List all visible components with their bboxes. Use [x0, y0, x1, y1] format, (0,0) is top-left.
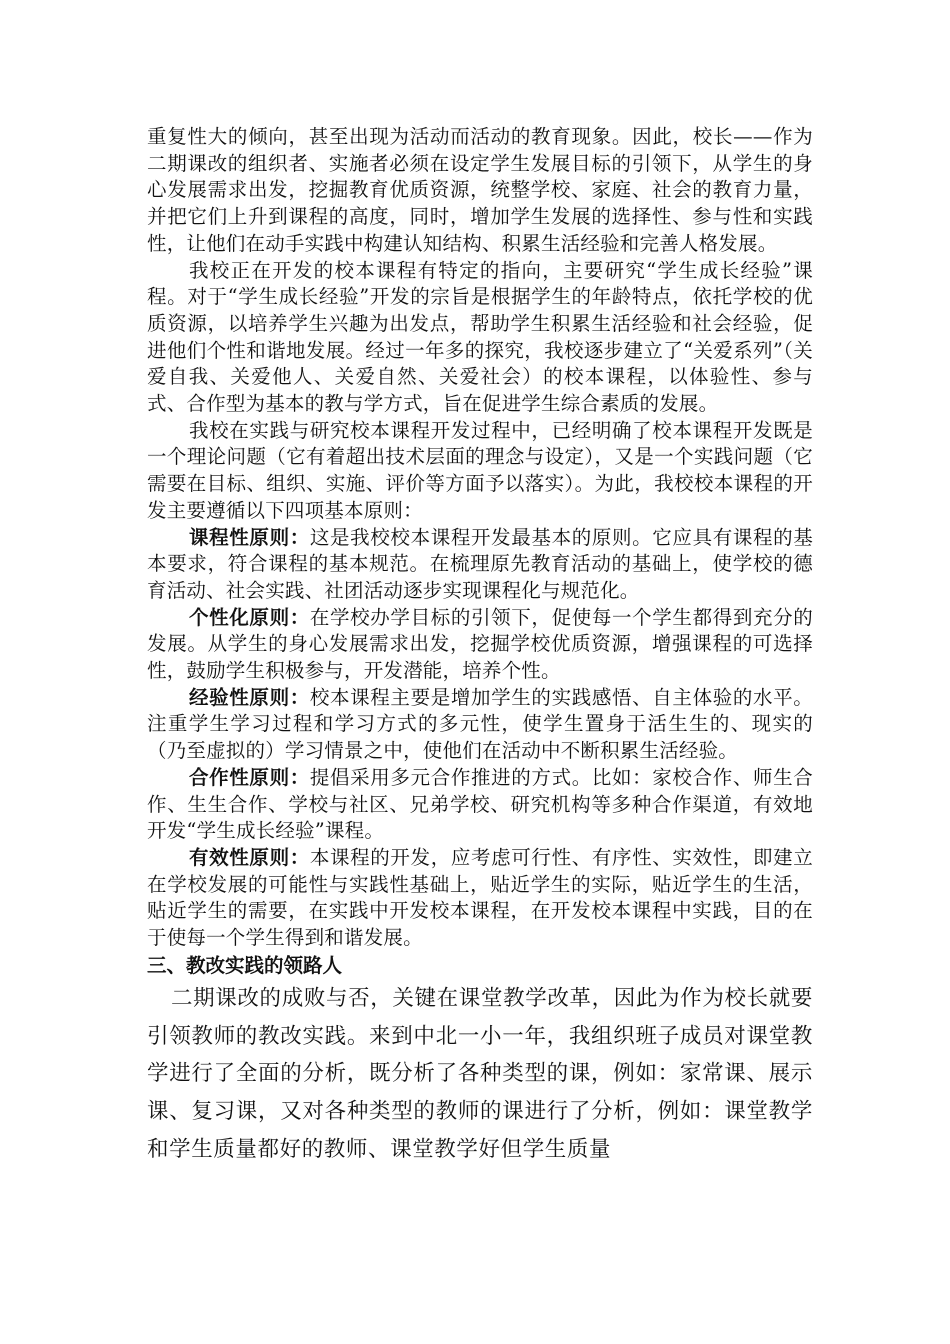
principle-title: 个性化原则：	[189, 605, 310, 629]
principle-text: 这是我校校本课程开发最基本的原则。它应具有课程的基本要求，符合课程的基本规范。在梳理原先教育活动的基础上，使学校的德育活动、社会实践、社团活动逐步实现课程化与规范化。	[147, 525, 813, 602]
paragraph-2: 我校正在开发的校本课程有特定的指向，主要研究“学生成长经验”课程。对于“学生成长经验”开发的宗旨是根据学生的年龄特点，依托学校的优质资源，以培养学生兴趣为出发点，帮助学生积累生活经验和社会经验，促进他们个性和谐地发展。经过一年多的探究，我校逐步建立了“关爱系列”（关爱自我、关爱他人、关爱自然、关爱社会）的校本课程，以体验性、参与式、合作型为基本的教与学方式，旨在促进学生综合素质的发展。	[147, 258, 813, 416]
principle-text: 在学校办学目标的引领下，促使每一个学生都得到充分的发展。从学生的身心发展需求出发，挖掘学校优质资源，增强课程的可选择性，鼓励学生积极参与，开发潜能，培养个性。	[147, 605, 813, 683]
principle-curriculum	[147, 525, 813, 605]
principle-title: 课程性原则：	[189, 525, 310, 549]
paragraph-1: 重复性大的倾向，甚至出现为活动而活动的教育现象。因此，校长——作为二期课改的组织者、实施者必须在设定学生发展目标的引领下，从学生的身心发展需求出发，挖掘教育优质资源，统整学校、家庭、社会的教育力量，并把它们上升到课程的高度，同时，增加学生发展的选择性、参与性和实践性，让他们在动手实践中构建认知结构、积累生活经验和完善人格发展。	[147, 125, 813, 255]
principle-effectiveness	[147, 845, 813, 952]
section-heading: 三、教改实践的领路人	[147, 953, 343, 977]
document-body	[147, 124, 813, 1169]
principle-cooperation	[147, 765, 813, 845]
principle-title: 经验性原则：	[189, 685, 310, 709]
principle-personalization	[147, 605, 813, 685]
principle-experience	[147, 685, 813, 765]
principle-title: 合作性原则：	[189, 765, 310, 789]
principle-text: 本课程的开发，应考虑可行性、有序性、实效性，即建立在学校发展的可能性与实践性基础上，贴近学生的实际，贴近学生的生活，贴近学生的需要，在实践中开发校本课程，在开发校本课程中实践，目的在于使每一个学生得到和谐发展。	[147, 845, 813, 950]
principle-title: 有效性原则：	[189, 845, 310, 869]
section-3-paragraph: 二期课改的成败与否，关键在课堂教学改革，因此为作为校长就要引领教师的教改实践。来到中北一小一年，我组织班子成员对课堂教学进行了全面的分析，既分析了各种类型的课，例如：家常课、展示课、复习课，又对各种类型的教师的课进行了分析，例如：课堂教学和学生质量都好的教师、课堂教学好但学生质量	[147, 985, 813, 1162]
paragraph-3: 我校在实践与研究校本课程开发过程中，已经明确了校本课程开发既是一个理论问题（它有着超出技术层面的理念与设定），又是一个实践问题（它需要在目标、组织、实施、评价等方面予以落实）。为此，我校校本课程的开发主要遵循以下四项基本原则：	[147, 418, 813, 522]
principle-text: 校本课程主要是增加学生的实践感悟、自主体验的水平。注重学生学习过程和学习方式的多元性，使学生置身于活生生的、现实的（乃至虚拟的）学习情景之中，使他们在活动中不断积累生活经验。	[147, 685, 813, 763]
principle-text: 提倡采用多元合作推进的方式。比如：家校合作、师生合作、生生合作、学校与社区、兄弟学校、研究机构等多种合作渠道，有效地开发“学生成长经验”课程。	[147, 765, 813, 843]
